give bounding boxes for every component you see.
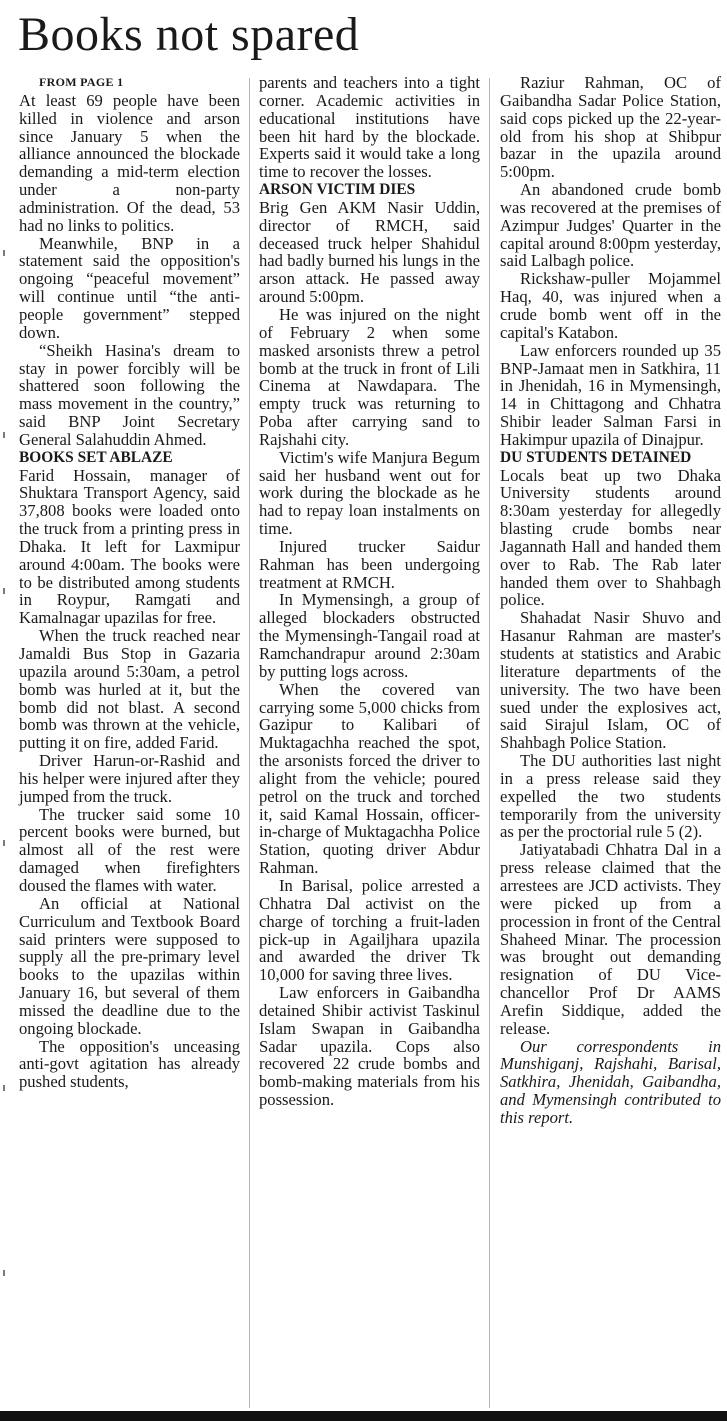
paragraph: parents and teachers into a tight corner. Academic activities in educational institutions have been hit hard by the blockade. Experts said it would take a long time to recover the losses. [259, 73, 480, 182]
paragraph: Farid Hossain, manager of Shuktara Transport Agency, said 37,808 books were loaded onto the truck from a printing press in Dhaka. It left for Laxmipur around 4:00am. The books were to be distributed among students in Roypur, Ramgati and Kamalnagar upazilas for free. [19, 465, 240, 628]
paragraph: Brig Gen AKM Nasir Uddin, director of RMCH, said deceased truck helper Shahidul had badly burned his lungs in the arson attack. He passed away around 5:00pm. [259, 197, 480, 307]
paragraph: Jatiyatabadi Chhatra Dal in a press release claimed that the arrestees are JCD activists. They were picked up from a procession in front of the Central Shaheed Minar. The procession was brought out demanding resignation of DU Vice-chancellor Prof Dr AAMS Arefin Siddique, added the release. [500, 840, 721, 1038]
column-rule [489, 78, 490, 1408]
article-column-3 [500, 74, 721, 1127]
paragraph: Locals beat up two Dhaka University students around 8:30am yesterday for allegedly blasting crude bombs near Jagannath Hall and handed them over to Rab. The Rab later handed them over to Shahbagh police. [500, 465, 721, 610]
column-rule [249, 78, 250, 1408]
paragraph: The trucker said some 10 percent books were burned, but almost all of the rest were damaged when firefighters doused the flames with water. [19, 804, 240, 895]
paragraph: At least 69 people have been killed in violence and arson since January 5 when the alliance announced the blockade demanding a mid-term election under a non-party administration. Of the dead, 53 had no links to politics. [19, 90, 240, 235]
paragraph: Law enforcers rounded up 35 BNP-Jamaat men in Satkhira, 11 in Jhenidah, 16 in Mymensingh, 14 in Chittagong and Chhatra Shibir leader Salman Farsi in Hakimpur upazila of Dinajpur. [500, 340, 721, 449]
continuation-kicker: FROM PAGE 1 [39, 75, 124, 89]
paragraph: In Mymensingh, a group of alleged blockaders obstructed the Mymensingh-Tangail road at Ramchandrapur around 2:30am by putting logs across. [259, 590, 480, 681]
subheading-books-set-ablaze: BOOKS SET ABLAZE [19, 448, 173, 466]
paragraph: He was injured on the night of February 2 when some masked arsonists threw a petrol bomb at the truck in front of Lili Cinema at Nawdapara. The empty truck was returning to Poba after carrying sand to Rajshahi city. [259, 304, 480, 449]
paragraph: Driver Harun-or-Rashid and his helper were injured after they jumped from the truck. [19, 751, 240, 806]
subheading-arson-victim-dies: ARSON VICTIM DIES [259, 181, 416, 199]
paragraph: Raziur Rahman, OC of Gaibandha Sadar Police Station, said cops picked up the 22-year-old from his shop at Shibpur bazar in the upazila around 5:00pm. [500, 73, 721, 182]
paragraph: When the truck reached near Jamaldi Bus Stop in Gazaria upazila around 5:30am, a petrol bomb was hurled at it, but the bomb did not blast. A second bomb was thrown at the vehicle, putting it on fire, added Farid. [19, 626, 240, 753]
paragraph: Law enforcers in Gaibandha detained Shibir activist Taskinul Islam Swapan in Gaibandha Sadar upazila. Cops also recovered 22 crude bombs and bomb-making materials from his possession. [259, 983, 480, 1110]
paragraph: When the covered van carrying some 5,000 chicks from Gazipur to Kalibari of Muktagachha reached the spot, the arsonists forced the driver to alight from the vehicle; poured petrol on the truck and torched it, said Kamal Hossain, officer-in-charge of Muktagachha Police Station, quoting driver Abdur Rahman. [259, 679, 480, 878]
margin-mark [3, 432, 5, 438]
article-column-2 [259, 74, 480, 1109]
headline: Books not spared [18, 8, 360, 61]
paragraph: The opposition's unceasing anti-govt agitation has already pushed students, [19, 1036, 240, 1092]
correspondents-credit: Our correspondents in Munshiganj, Rajshahi, Barisal, Satkhira, Jhenidah, Gaibandha, and Mymensingh contributed to this report. [500, 1036, 721, 1127]
article-column-1 [19, 74, 240, 1091]
paragraph: “Sheikh Hasina's dream to stay in power forcibly will be shattered soon following the mass movement in the country,” said BNP Joint Secretary General Salahuddin Ahmed. [19, 340, 240, 449]
paragraph: Victim's wife Manjura Begum said her husband went out for work during the blockade as he had to repay loan instalments on time. [259, 447, 480, 539]
margin-mark [3, 588, 5, 594]
paragraph: Shahadat Nasir Shuvo and Hasanur Rahman are master's students at statistics and Arabic literature departments of the university. The two have been sued under the explosives act, said Sirajul Islam, OC of Shahbagh Police Station. [500, 608, 721, 753]
paragraph: An abandoned crude bomb was recovered at the premises of Azimpur Judges' Quarter in the capital around 8:00pm yesterday, said Lalbagh police. [500, 180, 721, 271]
paragraph: Injured trucker Saidur Rahman has been undergoing treatment at RMCH. [259, 536, 480, 592]
paragraph: Rickshaw-puller Mojammel Haq, 40, was injured when a crude bomb went off in the capital's Katabon. [500, 269, 721, 342]
bottom-edge-bar [0, 1411, 727, 1421]
margin-mark [3, 1085, 5, 1091]
paragraph: The DU authorities last night in a press release said they expelled the two students temporarily from the university as per the proctorial rule 5 (2). [500, 751, 721, 842]
paragraph: An official at National Curriculum and Textbook Board said printers were supposed to supply all the pre-primary level books to the upazilas within January 16, but several of them missed the deadline due to the ongoing blockade. [19, 893, 240, 1038]
margin-mark [3, 1270, 5, 1276]
paragraph: Meanwhile, BNP in a statement said the opposition's ongoing “peaceful movement” will continue until “the anti-people government” stepped down. [19, 233, 240, 342]
paragraph: In Barisal, police arrested a Chhatra Dal activist on the charge of torching a fruit-laden pick-up in Agailjhara upazila and awarded the driver Tk 10,000 for saving three lives. [259, 875, 480, 985]
margin-mark [3, 250, 5, 256]
margin-mark [3, 840, 5, 846]
subheading-du-students-detained: DU STUDENTS DETAINED [500, 448, 692, 466]
